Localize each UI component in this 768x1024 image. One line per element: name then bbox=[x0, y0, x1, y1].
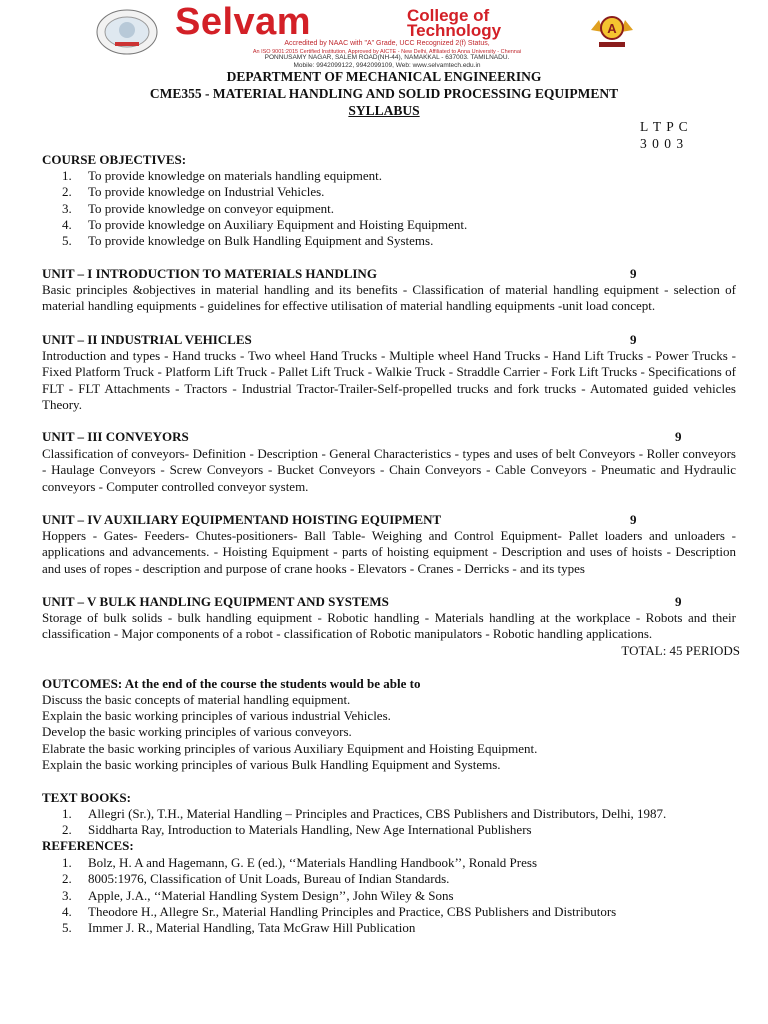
objective-text: To provide knowledge on conveyor equipment. bbox=[88, 201, 335, 216]
objective-number: 4. bbox=[62, 217, 72, 232]
unit-5-title: UNIT – V BULK HANDLING EQUIPMENT AND SYSTEMS bbox=[42, 594, 389, 609]
grade-a-badge-icon bbox=[589, 10, 635, 50]
reference-number: 5. bbox=[62, 920, 72, 935]
reference-text: 8005:1976, Classification of Unit Loads, Bureau of Indian Standards. bbox=[88, 871, 450, 886]
ltpc-label: L T P C bbox=[640, 119, 689, 134]
text-book-number: 2. bbox=[62, 822, 72, 837]
text-book-text: Siddharta Ray, Introduction to Materials Handling, New Age International Publishers bbox=[88, 822, 532, 837]
unit-4-title: UNIT – IV AUXILIARY EQUIPMENTAND HOISTING EQUIPMENT bbox=[42, 512, 442, 527]
outcome-item: Elabrate the basic working principles of various Auxiliary Equipment and Hoisting Equipment. bbox=[42, 741, 538, 756]
outcome-item: Develop the basic working principles of various conveyors. bbox=[42, 724, 352, 739]
unit-5-hours: 9 bbox=[675, 594, 682, 609]
objective-number: 5. bbox=[62, 233, 72, 248]
svg-text:A: A bbox=[607, 21, 617, 36]
objective-item bbox=[62, 201, 334, 217]
text-book-number: 1. bbox=[62, 806, 72, 821]
reference-item bbox=[62, 888, 454, 904]
objective-item bbox=[62, 217, 467, 233]
unit-2-hours: 9 bbox=[630, 332, 637, 347]
text-book-item bbox=[62, 822, 532, 838]
course-title: CME355 - MATERIAL HANDLING AND SOLID PROCESSING EQUIPMENT bbox=[149, 86, 619, 101]
ltpc-values: 3 0 0 3 bbox=[640, 136, 685, 151]
text-book-item bbox=[62, 806, 666, 822]
objective-item bbox=[62, 233, 433, 249]
objective-item bbox=[62, 168, 382, 184]
brand-name: Selvam bbox=[175, 1, 312, 43]
objective-number: 1. bbox=[62, 168, 72, 183]
reference-number: 2. bbox=[62, 871, 72, 886]
unit-2-title: UNIT – II INDUSTRIAL VEHICLES bbox=[42, 332, 252, 347]
accreditation-line: Accredited by NAAC with "A" Grade, UCC Recognized 2(f) Status, bbox=[284, 40, 490, 47]
reference-item bbox=[62, 904, 616, 920]
unit-3-body: Classification of conveyors- Definition - Description - General Characteristics - types and uses of belt Conveyors - Roller conveyors - Haulage Conveyors - Screw Conveyors - Bucket Conveyors - Chain Conveyors - Cable Conveyors - Pneumatic and Hydraulic conveyors - Computer controlled conveyor system. bbox=[42, 446, 736, 494]
reference-number: 1. bbox=[62, 855, 72, 870]
reference-text: Theodore H., Allegre Sr., Material Handling Principles and Practice, CBS Publishers and Distributors bbox=[88, 904, 617, 919]
objective-text: To provide knowledge on Bulk Handling Equipment and Systems. bbox=[88, 233, 434, 248]
unit-4-hours: 9 bbox=[630, 512, 637, 527]
iso-line: An ISO 9001:2015 Certified Institution, Approved by AICTE - New Delhi, Affiliated to Anna University - Chennai bbox=[252, 49, 522, 55]
reference-item bbox=[62, 920, 415, 936]
references-heading: REFERENCES: bbox=[42, 838, 134, 853]
brand-subtitle-line-2: Technology bbox=[407, 21, 502, 40]
objective-text: To provide knowledge on Auxiliary Equipment and Hoisting Equipment. bbox=[88, 217, 468, 232]
department-title: DEPARTMENT OF MECHANICAL ENGINEERING bbox=[226, 69, 542, 84]
total-periods: TOTAL: 45 PERIODS bbox=[621, 643, 740, 658]
reference-item bbox=[62, 855, 537, 871]
outcome-item: Explain the basic working principles of various Bulk Handling Equipment and Systems. bbox=[42, 757, 501, 772]
objective-item bbox=[62, 184, 324, 200]
objective-text: To provide knowledge on materials handling equipment. bbox=[88, 168, 383, 183]
contact-line: Mobile: 9942099122, 9942099109, Web: www.selvamtech.edu.in bbox=[293, 62, 481, 69]
reference-text: Immer J. R., Material Handling, Tata McGraw Hill Publication bbox=[88, 920, 416, 935]
reference-number: 3. bbox=[62, 888, 72, 903]
reference-item bbox=[62, 871, 449, 887]
text-books-heading: TEXT BOOKS: bbox=[42, 790, 131, 805]
unit-3-hours: 9 bbox=[675, 429, 682, 444]
unit-2-body: Introduction and types - Hand trucks - Two wheel Hand Trucks - Multiple wheel Hand Trucks - Hand Lift Trucks - Power Trucks - Fixed Platform Truck - Platform Lift Truck - Pallet Lift Truck - Walkie Truck - Straddle Carrier - Fork Lift Trucks - Specifications of FLT - FLT Attachments - Tractors - Industrial Tractor-Trailer-Self-propelled trucks and fork trucks - Automated guided vehicles Theory. bbox=[42, 348, 736, 412]
objective-number: 2. bbox=[62, 184, 72, 199]
outcome-item: Discuss the basic concepts of material handling equipment. bbox=[42, 692, 351, 707]
college-emblem-icon bbox=[95, 8, 159, 56]
text-book-text: Allegri (Sr.), T.H., Material Handling – Principles and Practices, CBS Publishers and Distributors, Delhi, 1987. bbox=[88, 806, 667, 821]
objective-text: To provide knowledge on Industrial Vehicles. bbox=[88, 184, 325, 199]
unit-5-body: Storage of bulk solids - bulk handling equipment - Robotic handling - Materials handling at the workplace - Robots and their classification - Major components of a robot - classification of Robotic manipulators - Robotic handling applications. bbox=[42, 610, 736, 642]
address-line: PONNUSAMY NAGAR, SALEM ROAD(NH-44), NAMAKKAL - 637003. TAMILNADU. bbox=[264, 54, 510, 61]
reference-number: 4. bbox=[62, 904, 72, 919]
brand-subtitle-line-1: College of bbox=[407, 6, 490, 25]
unit-1-hours: 9 bbox=[630, 266, 637, 281]
unit-1-body: Basic principles &objectives in material handling and its benefits - Classification of material handling equipment - selection of material handling equipments - guidelines for effective utilisation of material handling equipments -unit load concept. bbox=[42, 282, 736, 314]
brand-subtitle bbox=[407, 8, 501, 38]
outcome-item: Explain the basic working principles of various industrial Vehicles. bbox=[42, 708, 391, 723]
objectives-heading: COURSE OBJECTIVES: bbox=[42, 152, 187, 167]
unit-1-title: UNIT – I INTRODUCTION TO MATERIALS HANDLING bbox=[42, 266, 377, 281]
college-letterhead bbox=[95, 1, 635, 69]
reference-text: Bolz, H. A and Hagemann, G. E (ed.), ‘‘Materials Handling Handbook’’, Ronald Press bbox=[88, 855, 538, 870]
reference-text: Apple, J.A., ‘‘Material Handling System Design’’, John Wiley & Sons bbox=[88, 888, 454, 903]
unit-3-title: UNIT – III CONVEYORS bbox=[42, 429, 189, 444]
outcomes-heading: OUTCOMES: At the end of the course the students would be able to bbox=[42, 676, 421, 691]
syllabus-heading: SYLLABUS bbox=[348, 103, 420, 118]
objective-number: 3. bbox=[62, 201, 72, 216]
unit-4-body: Hoppers - Gates- Feeders- Chutes-positioners- Ball Table- Weighing and Control Equipment- Pallet loaders and unloaders - applications and advancements. - Hoisting Equipment - parts of hoisting equipment - Description and uses of hoists - Description and uses of ropes - description and purpose of crane hooks - Elevators - Cranes - Derricks - and its types bbox=[42, 528, 736, 576]
